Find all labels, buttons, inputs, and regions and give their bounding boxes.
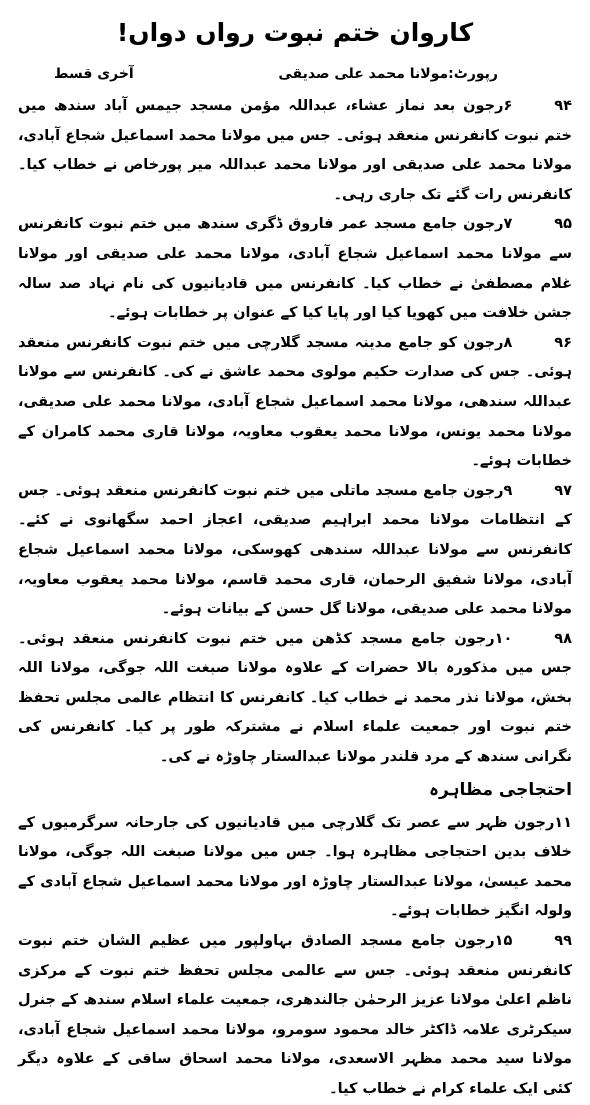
entry-text: ۷رجون جامع مسجد عمر فاروق ڈگری سندھ میں ختم نبوت کانفرنس سے مولانا محمد اسماعیل شجاع آبادی، مولانا محمد علی صدیقی اور مولانا غلام مصطفیٰ نے خطاب کیا۔ کانفرنس میں قادیانیوں کی نام نہاد صد سالہ جشن خلافت میں کھویا کیا اور پایا کیا کے عنوان پر خطابات ہوئے۔ xyxy=(18,216,572,322)
entry-text: ۶رجون بعد نماز عشاء، عبداللہ مؤمن مسجد جیمس آباد سندھ میں ختم نبوت کانفرنس منعقد ہوئی۔ جس میں مولانا محمد اسماعیل شجاع آبادی، مولانا محمد علی صدیقی اور مولانا محمد عبداللہ میر پورخاص نے خطاب کیا۔ کانفرنس رات گئے تک جاری رہی۔ xyxy=(18,98,572,203)
entry-95 xyxy=(18,210,572,328)
entry-number: ۹۵ xyxy=(554,216,572,233)
entry-98 xyxy=(18,625,572,773)
entry-text: ۱۰رجون جامع مسجد کڈھن میں ختم نبوت کانفرنس منعقد ہوئی۔ جس میں مذکورہ بالا حضرات کے علاوہ مولانا صبغت اللہ جوگی، مولانا اللہ بخش، مولانا نذر محمد نے خطاب کیا۔ کانفرنس کا انتظام عالمی مجلس تحفظ ختم نبوت اور جمعیت علماء اسلام نے مشترکہ طور پر کیا۔ کانفرنس کی نگرانی سندھ کے مرد قلندر مولانا عبدالستار چاوڑہ نے کی۔ xyxy=(18,630,572,766)
article-body xyxy=(18,92,572,1105)
entry-number: ۹۹ xyxy=(554,933,572,950)
entry-number: ۹۴ xyxy=(554,98,572,114)
page-title: کاروان ختم نبوت رواں دواں! xyxy=(116,18,474,47)
reporter-credit: رپورٹ:مولانا محمد علی صدیقی xyxy=(278,66,498,82)
protest-paragraph: ۱۱رجون ظہر سے عصر تک گلارچی میں قادیانیوں کی جارحانہ سرگرمیوں کے خلاف بدین احتجاجی مظاہرہ ہوا۔ جس میں مولانا صبغت اللہ جوگی، مولانا محمد عیسیٰ، مولانا عبدالستار چاوڑہ اور مولانا محمد اسماعیل شجاع آبادی کے ولولہ انگیز خطابات ہوئے۔ xyxy=(18,814,572,920)
entry-96 xyxy=(18,329,572,477)
entry-number: ۹۷ xyxy=(554,482,572,499)
entry-text: ۸رجون کو جامع مدینہ مسجد گلارچی میں ختم نبوت کانفرنس منعقد ہوئی۔ جس کی صدارت حکیم مولوی محمد عاشق نے کی۔ کانفرنس سے مولانا عبداللہ سندھی، مولانا محمد اسماعیل شجاع آبادی، مولانا محمد علی صدیقی، مولانا محمد یونس، مولانا محمد یعقوب معاویہ، مولانا قاری محمد کامران کے خطابات ہوئے۔ xyxy=(18,334,572,470)
entry-text: ۹رجون جامع مسجد ماتلی میں ختم نبوت کانفرنس منعقد ہوئی۔ جس کے انتظامات مولانا محمد ابراہیم صدیقی، اعجاز احمد سگھانوی نے کئے۔ کانفرنس سے مولانا عبداللہ سندھی کھوسکی، مولانا محمد اسماعیل شجاع آبادی، مولانا شفیق الرحمان، قاری محمد قاسم، مولانا محمد یعقوب معاویہ، مولانا محمد علی صدیقی، مولانا گل حسن کے بیانات ہوئے۔ xyxy=(18,482,572,618)
entry-99 xyxy=(18,927,572,1105)
entry-text: ۱۵رجون جامع مسجد الصادق بہاولپور میں عظیم الشان ختم نبوت کانفرنس منعقد ہوئی۔ جس سے عالمی مجلس تحفظ ختم نبوت کے مرکزی ناظم اعلیٰ مولانا عزیز الرحمٰن جالندھری، جمعیت علماء اسلام سندھ کے جنرل سیکرٹری علامہ ڈاکٹر خالد محمود سومرو، مولانا محمد اسماعیل شجاع آبادی، مولانا سید محمد مظہر الاسعدی، مولانا محمد اسحاق ساقی کے علاوہ دیگر کئی ایک علماء کرام نے خطاب کیا۔ xyxy=(18,933,572,1097)
section-heading: احتجاجی مظاہرہ xyxy=(429,779,572,800)
entry-number: ۹۸ xyxy=(554,630,572,647)
article-meta xyxy=(0,66,590,90)
installment-label: آخری قسط xyxy=(54,66,134,82)
entry-number: ۹۶ xyxy=(554,334,572,351)
entry-94 xyxy=(18,92,572,210)
entry-97 xyxy=(18,477,572,625)
